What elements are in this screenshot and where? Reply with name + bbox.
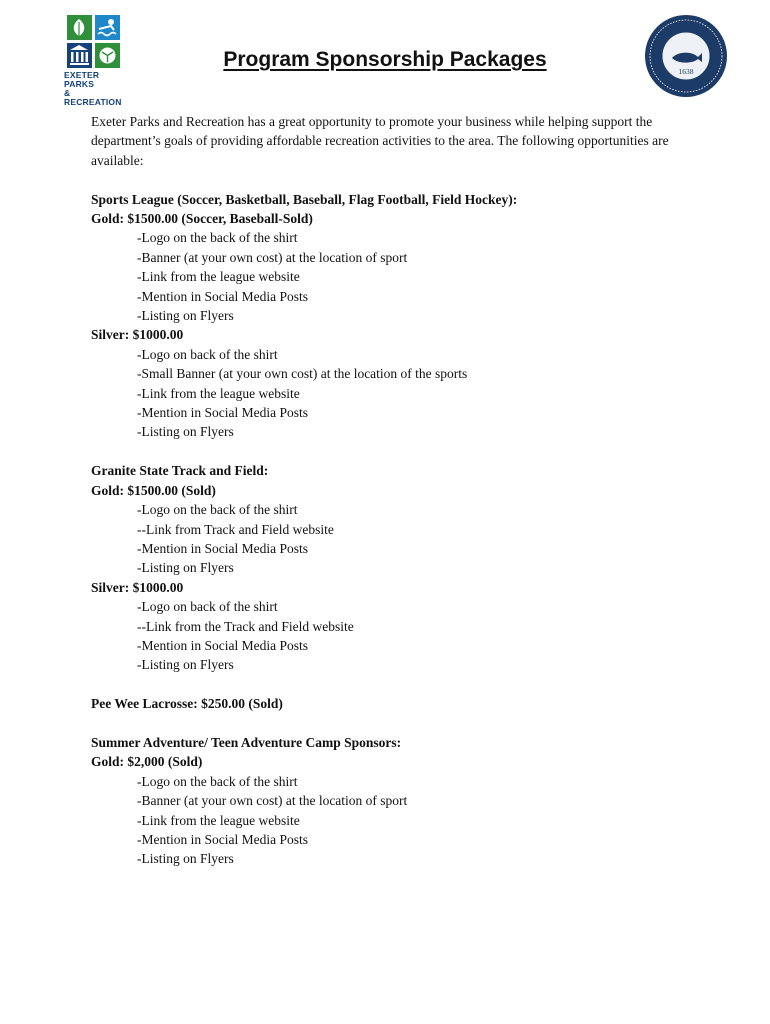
benefit-item: -Logo on the back of the shirt	[137, 502, 298, 518]
benefit-item: -Listing on Flyers	[137, 424, 234, 440]
benefit-item: -Link from the league website	[137, 812, 300, 828]
section-heading: Sports League (Soccer, Basketball, Baseball, Flag Football, Field Hockey):	[91, 191, 518, 207]
logo-line-1: EXETER PARKS	[64, 70, 100, 89]
tier-label-silver: Silver: $1000.00	[91, 327, 184, 343]
section-sports-league	[91, 190, 691, 442]
benefit-item: --Link from Track and Field website	[137, 521, 334, 537]
tier-label-gold: Gold: $1500.00 (Sold)	[91, 482, 216, 498]
benefit-item: -Mention in Social Media Posts	[137, 540, 308, 556]
benefit-item: -Logo on the back of the shirt	[137, 230, 298, 246]
benefit-item: -Small Banner (at your own cost) at the location of the sports	[137, 366, 468, 382]
benefit-item: -Listing on Flyers	[137, 657, 234, 673]
benefit-item: -Listing on Flyers	[137, 308, 234, 324]
section-pee-wee-lacrosse: Pee Wee Lacrosse: $250.00 (Sold)	[91, 696, 283, 712]
benefit-item: -Mention in Social Media Posts	[137, 831, 308, 847]
logo-wordmark	[64, 71, 126, 107]
benefit-item: -Mention in Social Media Posts	[137, 288, 308, 304]
benefit-item: -Logo on back of the shirt	[137, 599, 278, 615]
benefit-item: -Listing on Flyers	[137, 560, 234, 576]
benefit-item: -Mention in Social Media Posts	[137, 405, 308, 421]
intro-paragraph: Exeter Parks and Recreation has a great opportunity to promote your business while helping support the department’s goals of providing affordable recreation activities to the area. The following opportunities are available:	[91, 114, 669, 168]
section-track-and-field	[91, 461, 691, 674]
benefit-item: -Banner (at your own cost) at the location of sport	[137, 249, 408, 265]
section-heading: Summer Adventure/ Teen Adventure Camp Sponsors:	[91, 734, 402, 750]
page-title: Program Sponsorship Packages	[223, 48, 547, 71]
tier-label-gold: Gold: $2,000 (Sold)	[91, 754, 203, 770]
seal-year: 1638	[678, 67, 694, 76]
section-heading: Granite State Track and Field:	[91, 463, 269, 479]
benefit-item: --Link from the Track and Field website	[137, 618, 354, 634]
benefit-item: -Logo on back of the shirt	[137, 346, 278, 362]
tier-label-silver: Silver: $1000.00	[91, 579, 184, 595]
benefit-item: -Banner (at your own cost) at the location of sport	[137, 793, 408, 809]
logo-line-2: & RECREATION	[64, 88, 122, 107]
benefit-item: -Listing on Flyers	[137, 851, 234, 867]
document-body	[91, 112, 691, 869]
benefit-item: -Link from the league website	[137, 385, 300, 401]
benefit-item: -Link from the league website	[137, 269, 300, 285]
benefit-item: -Logo on the back of the shirt	[137, 773, 298, 789]
section-adventure-camp	[91, 733, 691, 869]
benefit-item: -Mention in Social Media Posts	[137, 637, 308, 653]
tier-label-gold: Gold: $1500.00 (Soccer, Baseball-Sold)	[91, 211, 313, 227]
